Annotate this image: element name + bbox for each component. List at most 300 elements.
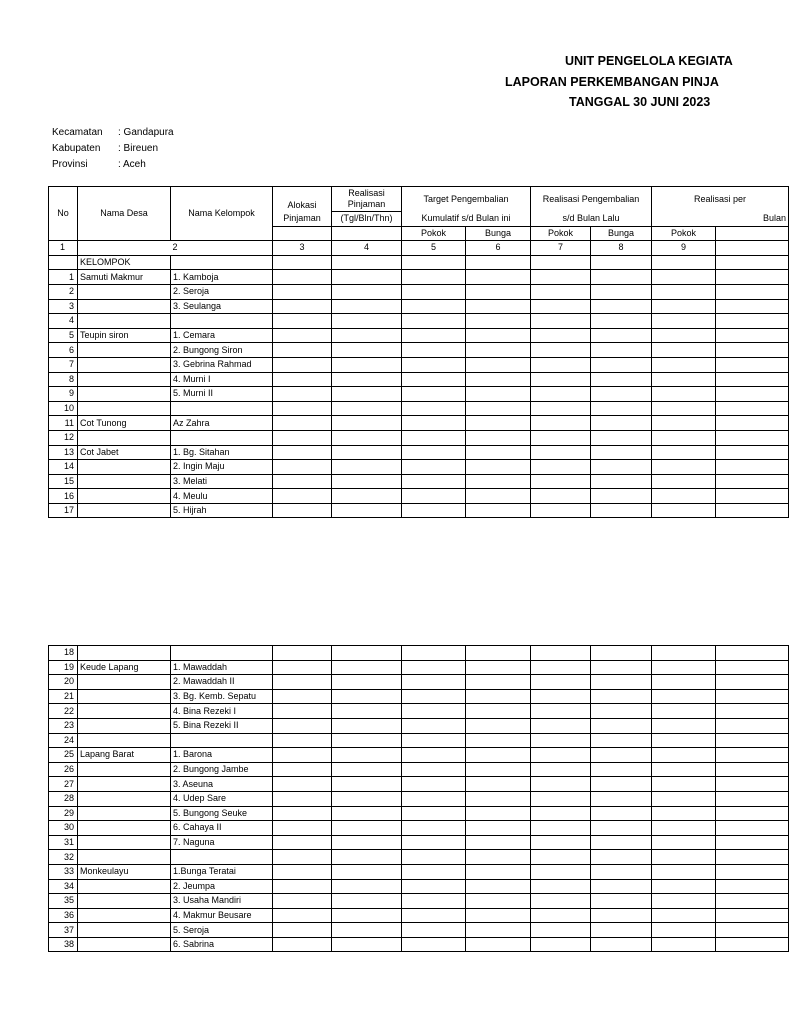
row-value-cell bbox=[466, 923, 531, 938]
table-row bbox=[49, 894, 789, 909]
row-value-cell bbox=[466, 474, 531, 489]
row-value-cell bbox=[716, 864, 789, 879]
row-value-cell bbox=[591, 894, 652, 909]
table-row bbox=[49, 299, 789, 314]
row-value-cell bbox=[273, 879, 332, 894]
row-value-cell bbox=[402, 718, 466, 733]
row-value-cell bbox=[273, 704, 332, 719]
row-nama-desa bbox=[78, 430, 171, 445]
row-value-cell bbox=[652, 270, 716, 285]
row-value-cell bbox=[466, 762, 531, 777]
row-value-cell bbox=[531, 445, 591, 460]
row-nama-kelompok: Az Zahra bbox=[171, 416, 273, 431]
row-value-cell bbox=[531, 270, 591, 285]
row-value-cell bbox=[531, 762, 591, 777]
row-nama-kelompok: 3. Melati bbox=[171, 474, 273, 489]
row-value-cell bbox=[652, 908, 716, 923]
row-value-cell bbox=[652, 445, 716, 460]
row-nama-kelompok: 3. Gebrina Rahmad bbox=[171, 357, 273, 372]
row-value-cell bbox=[273, 660, 332, 675]
row-nama-desa bbox=[78, 343, 171, 358]
row-value-cell bbox=[531, 806, 591, 821]
row-value-cell bbox=[716, 835, 789, 850]
row-value-cell bbox=[466, 503, 531, 518]
row-nama-kelompok: 4. Meulu bbox=[171, 489, 273, 504]
row-value-cell bbox=[332, 503, 402, 518]
row-value-cell bbox=[273, 733, 332, 748]
row-no: 10 bbox=[49, 401, 78, 416]
header-realisasi-per: Realisasi per bbox=[652, 187, 789, 212]
row-value-cell bbox=[591, 489, 652, 504]
row-value-cell bbox=[332, 879, 402, 894]
row-value-cell bbox=[531, 357, 591, 372]
row-value-cell bbox=[531, 489, 591, 504]
row-value-cell bbox=[716, 660, 789, 675]
row-value-cell bbox=[531, 748, 591, 763]
row-value-cell bbox=[273, 357, 332, 372]
row-value-cell bbox=[402, 299, 466, 314]
row-value-cell bbox=[466, 908, 531, 923]
row-value-cell bbox=[466, 357, 531, 372]
row-value-cell bbox=[591, 718, 652, 733]
row-value-cell bbox=[591, 879, 652, 894]
row-value-cell bbox=[332, 923, 402, 938]
table-row bbox=[49, 430, 789, 445]
row-value-cell bbox=[332, 821, 402, 836]
row-nama-desa bbox=[78, 777, 171, 792]
row-value-cell bbox=[402, 284, 466, 299]
table-row bbox=[49, 489, 789, 504]
row-value-cell bbox=[531, 864, 591, 879]
row-value-cell bbox=[531, 387, 591, 402]
col-num-8: 8 bbox=[591, 241, 652, 256]
row-value-cell bbox=[531, 894, 591, 909]
row-no: 38 bbox=[49, 937, 78, 952]
row-value-cell bbox=[652, 503, 716, 518]
header-pinjaman: Pinjaman bbox=[273, 212, 332, 227]
table-row bbox=[49, 748, 789, 763]
row-value-cell bbox=[652, 646, 716, 661]
row-value-cell bbox=[591, 445, 652, 460]
row-value-cell bbox=[652, 850, 716, 865]
row-value-cell bbox=[332, 864, 402, 879]
row-value-cell bbox=[273, 503, 332, 518]
row-value-cell bbox=[273, 445, 332, 460]
report-table-page-1-wrapper bbox=[48, 186, 786, 532]
row-value-cell bbox=[332, 646, 402, 661]
col-num-5: 5 bbox=[402, 241, 466, 256]
col-num-3: 3 bbox=[273, 241, 332, 256]
row-value-cell bbox=[402, 762, 466, 777]
table-row bbox=[49, 806, 789, 821]
row-value-cell bbox=[466, 343, 531, 358]
row-value-cell bbox=[466, 864, 531, 879]
row-value-cell bbox=[466, 460, 531, 475]
meta-kabupaten: Kabupaten : Bireuen bbox=[52, 143, 159, 154]
table-row bbox=[49, 704, 789, 719]
row-value-cell bbox=[591, 401, 652, 416]
row-no: 20 bbox=[49, 675, 78, 690]
header-realisasi-pinjaman: Realisasi Pinjaman bbox=[332, 187, 402, 212]
row-value-cell bbox=[716, 821, 789, 836]
row-value-cell bbox=[591, 660, 652, 675]
row-value-cell bbox=[466, 835, 531, 850]
table-row bbox=[49, 270, 789, 285]
row-value-cell bbox=[466, 777, 531, 792]
row-value-cell bbox=[332, 372, 402, 387]
row-value-cell bbox=[273, 675, 332, 690]
row-value-cell bbox=[466, 791, 531, 806]
row-no: 11 bbox=[49, 416, 78, 431]
row-value-cell bbox=[402, 401, 466, 416]
row-value-cell bbox=[332, 806, 402, 821]
row-value-cell bbox=[273, 821, 332, 836]
row-nama-kelompok: 1.Bunga Teratai bbox=[171, 864, 273, 879]
row-nama-desa: Cot Jabet bbox=[78, 445, 171, 460]
row-no: 31 bbox=[49, 835, 78, 850]
row-value-cell bbox=[402, 806, 466, 821]
row-value-cell bbox=[273, 387, 332, 402]
row-value-cell bbox=[652, 835, 716, 850]
row-value-cell bbox=[531, 474, 591, 489]
row-value-cell bbox=[402, 314, 466, 329]
table-row bbox=[49, 646, 789, 661]
row-value-cell bbox=[531, 733, 591, 748]
row-value-cell bbox=[332, 777, 402, 792]
row-no: 7 bbox=[49, 357, 78, 372]
row-value-cell bbox=[591, 474, 652, 489]
row-value-cell bbox=[273, 864, 332, 879]
row-value-cell bbox=[652, 401, 716, 416]
row-value-cell bbox=[716, 806, 789, 821]
table-row bbox=[49, 777, 789, 792]
row-value-cell bbox=[273, 489, 332, 504]
row-value-cell bbox=[591, 821, 652, 836]
col-num-1: 1 bbox=[49, 241, 78, 256]
row-value-cell bbox=[652, 343, 716, 358]
row-value-cell bbox=[716, 372, 789, 387]
row-value-cell bbox=[466, 445, 531, 460]
row-value-cell bbox=[402, 646, 466, 661]
row-value-cell bbox=[402, 937, 466, 952]
row-value-cell bbox=[716, 894, 789, 909]
row-value-cell bbox=[332, 299, 402, 314]
row-value-cell bbox=[716, 387, 789, 402]
header-empty-tgl bbox=[332, 226, 402, 241]
row-value-cell bbox=[273, 284, 332, 299]
row-value-cell bbox=[531, 937, 591, 952]
row-value-cell bbox=[716, 401, 789, 416]
row-nama-desa bbox=[78, 762, 171, 777]
row-value-cell bbox=[273, 430, 332, 445]
row-nama-desa: Lapang Barat bbox=[78, 748, 171, 763]
row-value-cell bbox=[716, 430, 789, 445]
row-no: 8 bbox=[49, 372, 78, 387]
row-nama-desa bbox=[78, 850, 171, 865]
row-value-cell bbox=[716, 777, 789, 792]
row-nama-desa bbox=[78, 489, 171, 504]
row-no: 15 bbox=[49, 474, 78, 489]
row-nama-desa bbox=[78, 474, 171, 489]
row-value-cell bbox=[402, 850, 466, 865]
col-num-10 bbox=[716, 241, 789, 256]
row-value-cell bbox=[332, 718, 402, 733]
row-nama-desa: Teupin siron bbox=[78, 328, 171, 343]
report-title-line-3: TANGGAL 30 JUNI 2023 bbox=[569, 95, 711, 109]
row-value-cell bbox=[591, 777, 652, 792]
row-value-cell bbox=[652, 474, 716, 489]
row-value-cell bbox=[652, 328, 716, 343]
row-value-cell bbox=[716, 733, 789, 748]
row-nama-kelompok: 4. Udep Sare bbox=[171, 791, 273, 806]
row-value-cell bbox=[402, 328, 466, 343]
row-value-cell bbox=[591, 503, 652, 518]
row-value-cell bbox=[402, 372, 466, 387]
row-value-cell bbox=[591, 923, 652, 938]
row-nama-desa bbox=[78, 646, 171, 661]
row-nama-desa bbox=[78, 733, 171, 748]
header-nama-kelompok: Nama Kelompok bbox=[171, 187, 273, 241]
row-value-cell bbox=[716, 850, 789, 865]
row-nama-kelompok: 5. Seroja bbox=[171, 923, 273, 938]
row-value-cell bbox=[273, 894, 332, 909]
row-value-cell bbox=[652, 806, 716, 821]
row-no: 2 bbox=[49, 284, 78, 299]
header-no: No bbox=[49, 187, 78, 241]
row-value-cell bbox=[652, 718, 716, 733]
row-nama-desa bbox=[78, 284, 171, 299]
row-value-cell bbox=[466, 689, 531, 704]
row-value-cell bbox=[466, 748, 531, 763]
row-value-cell bbox=[716, 328, 789, 343]
row-value-cell bbox=[402, 748, 466, 763]
table-row bbox=[49, 835, 789, 850]
row-no: 18 bbox=[49, 646, 78, 661]
row-nama-desa bbox=[78, 879, 171, 894]
row-no: 13 bbox=[49, 445, 78, 460]
row-value-cell bbox=[591, 908, 652, 923]
row-nama-desa bbox=[78, 299, 171, 314]
row-no: 14 bbox=[49, 460, 78, 475]
row-nama-desa bbox=[78, 357, 171, 372]
row-value-cell bbox=[716, 879, 789, 894]
row-value-cell bbox=[652, 372, 716, 387]
row-value-cell bbox=[591, 675, 652, 690]
row-nama-desa bbox=[78, 314, 171, 329]
row-value-cell bbox=[716, 937, 789, 952]
row-value-cell bbox=[332, 660, 402, 675]
row-value-cell bbox=[591, 733, 652, 748]
col-num-7: 7 bbox=[531, 241, 591, 256]
row-value-cell bbox=[466, 660, 531, 675]
row-value-cell bbox=[332, 445, 402, 460]
row-value-cell bbox=[591, 460, 652, 475]
row-value-cell bbox=[531, 777, 591, 792]
row-value-cell bbox=[531, 835, 591, 850]
row-value-cell bbox=[466, 430, 531, 445]
row-nama-kelompok: 2. Mawaddah II bbox=[171, 675, 273, 690]
row-value-cell bbox=[652, 314, 716, 329]
row-no: 9 bbox=[49, 387, 78, 402]
row-value-cell bbox=[652, 489, 716, 504]
table-row bbox=[49, 850, 789, 865]
row-value-cell bbox=[652, 460, 716, 475]
row-no: 1 bbox=[49, 270, 78, 285]
row-value-cell bbox=[402, 894, 466, 909]
row-value-cell bbox=[273, 923, 332, 938]
header-pokok-7: Pokok bbox=[531, 226, 591, 241]
row-no: 21 bbox=[49, 689, 78, 704]
column-number-row bbox=[49, 241, 789, 256]
row-nama-kelompok: 4. Murni I bbox=[171, 372, 273, 387]
row-nama-kelompok: 2. Jeumpa bbox=[171, 879, 273, 894]
header-sd-bulan-lalu: s/d Bulan Lalu bbox=[531, 212, 652, 227]
row-value-cell bbox=[531, 503, 591, 518]
row-value-cell bbox=[591, 387, 652, 402]
header-pokok-9: Pokok bbox=[652, 226, 716, 241]
row-value-cell bbox=[531, 299, 591, 314]
row-value-cell bbox=[466, 806, 531, 821]
row-value-cell bbox=[531, 328, 591, 343]
row-value-cell bbox=[716, 791, 789, 806]
col-num-9: 9 bbox=[652, 241, 716, 256]
row-value-cell bbox=[652, 748, 716, 763]
row-nama-desa bbox=[78, 387, 171, 402]
row-value-cell bbox=[402, 474, 466, 489]
row-value-cell bbox=[466, 401, 531, 416]
row-value-cell bbox=[466, 416, 531, 431]
row-value-cell bbox=[531, 704, 591, 719]
header-bunga-8: Bunga bbox=[591, 226, 652, 241]
row-nama-kelompok: 2. Bungong Siron bbox=[171, 343, 273, 358]
row-nama-kelompok: 5. Hijrah bbox=[171, 503, 273, 518]
row-value-cell bbox=[332, 937, 402, 952]
row-value-cell bbox=[332, 908, 402, 923]
row-value-cell bbox=[402, 460, 466, 475]
row-value-cell bbox=[466, 284, 531, 299]
row-value-cell bbox=[591, 762, 652, 777]
row-nama-kelompok bbox=[171, 733, 273, 748]
row-value-cell bbox=[716, 704, 789, 719]
header-bunga-10 bbox=[716, 226, 789, 241]
row-nama-desa bbox=[78, 937, 171, 952]
row-nama-kelompok: 7. Naguna bbox=[171, 835, 273, 850]
row-value-cell bbox=[332, 733, 402, 748]
row-value-cell bbox=[402, 733, 466, 748]
row-nama-desa bbox=[78, 806, 171, 821]
row-value-cell bbox=[332, 284, 402, 299]
row-value-cell bbox=[652, 689, 716, 704]
col-num-6: 6 bbox=[466, 241, 531, 256]
row-value-cell bbox=[531, 850, 591, 865]
row-nama-desa bbox=[78, 372, 171, 387]
row-value-cell bbox=[591, 850, 652, 865]
row-value-cell bbox=[652, 864, 716, 879]
row-value-cell bbox=[332, 689, 402, 704]
row-value-cell bbox=[402, 777, 466, 792]
row-nama-desa bbox=[78, 835, 171, 850]
row-value-cell bbox=[273, 937, 332, 952]
row-value-cell bbox=[466, 270, 531, 285]
row-value-cell bbox=[466, 850, 531, 865]
row-value-cell bbox=[591, 748, 652, 763]
row-no: 32 bbox=[49, 850, 78, 865]
row-value-cell bbox=[466, 328, 531, 343]
row-nama-desa bbox=[78, 675, 171, 690]
row-nama-kelompok: 1. Mawaddah bbox=[171, 660, 273, 675]
header-empty-alokasi bbox=[273, 226, 332, 241]
row-value-cell bbox=[531, 460, 591, 475]
row-value-cell bbox=[591, 791, 652, 806]
row-value-cell bbox=[273, 299, 332, 314]
row-nama-kelompok: 5. Bina Rezeki II bbox=[171, 718, 273, 733]
meta-provinsi: Provinsi : Aceh bbox=[52, 159, 146, 170]
row-value-cell bbox=[652, 937, 716, 952]
table-row bbox=[49, 343, 789, 358]
row-value-cell bbox=[591, 314, 652, 329]
row-nama-kelompok: 5. Bungong Seuke bbox=[171, 806, 273, 821]
row-nama-kelompok: 3. Usaha Mandiri bbox=[171, 894, 273, 909]
row-no: 23 bbox=[49, 718, 78, 733]
row-value-cell bbox=[402, 908, 466, 923]
row-value-cell bbox=[402, 489, 466, 504]
row-value-cell bbox=[716, 270, 789, 285]
row-value-cell bbox=[531, 821, 591, 836]
row-nama-desa bbox=[78, 908, 171, 923]
row-nama-desa: Monkeulayu bbox=[78, 864, 171, 879]
row-nama-desa bbox=[78, 718, 171, 733]
row-value-cell bbox=[402, 864, 466, 879]
row-value-cell bbox=[273, 748, 332, 763]
row-value-cell bbox=[652, 357, 716, 372]
report-title-line-1: UNIT PENGELOLA KEGIATA bbox=[565, 54, 733, 68]
row-value-cell bbox=[402, 416, 466, 431]
table-row bbox=[49, 908, 789, 923]
row-value-cell bbox=[652, 660, 716, 675]
report-table-page-1 bbox=[48, 186, 789, 518]
row-value-cell bbox=[273, 908, 332, 923]
table-row bbox=[49, 675, 789, 690]
row-value-cell bbox=[591, 689, 652, 704]
row-value-cell bbox=[591, 372, 652, 387]
row-no: 24 bbox=[49, 733, 78, 748]
row-value-cell bbox=[332, 748, 402, 763]
row-value-cell bbox=[332, 460, 402, 475]
row-value-cell bbox=[402, 704, 466, 719]
row-value-cell bbox=[402, 675, 466, 690]
row-value-cell bbox=[332, 894, 402, 909]
row-value-cell bbox=[273, 718, 332, 733]
header-nama-desa: Nama Desa bbox=[78, 187, 171, 241]
row-no: 37 bbox=[49, 923, 78, 938]
row-value-cell bbox=[273, 328, 332, 343]
table-row bbox=[49, 328, 789, 343]
row-nama-kelompok: 6. Cahaya II bbox=[171, 821, 273, 836]
table-row bbox=[49, 937, 789, 952]
row-nama-desa bbox=[78, 821, 171, 836]
row-nama-desa bbox=[78, 791, 171, 806]
row-value-cell bbox=[273, 806, 332, 821]
table-row bbox=[49, 357, 789, 372]
row-value-cell bbox=[466, 733, 531, 748]
row-value-cell bbox=[273, 777, 332, 792]
row-value-cell bbox=[466, 299, 531, 314]
row-nama-kelompok: 4. Makmur Beusare bbox=[171, 908, 273, 923]
row-value-cell bbox=[531, 416, 591, 431]
row-nama-kelompok: 1. Bg. Sitahan bbox=[171, 445, 273, 460]
row-nama-kelompok: 1. Kamboja bbox=[171, 270, 273, 285]
row-value-cell bbox=[716, 460, 789, 475]
